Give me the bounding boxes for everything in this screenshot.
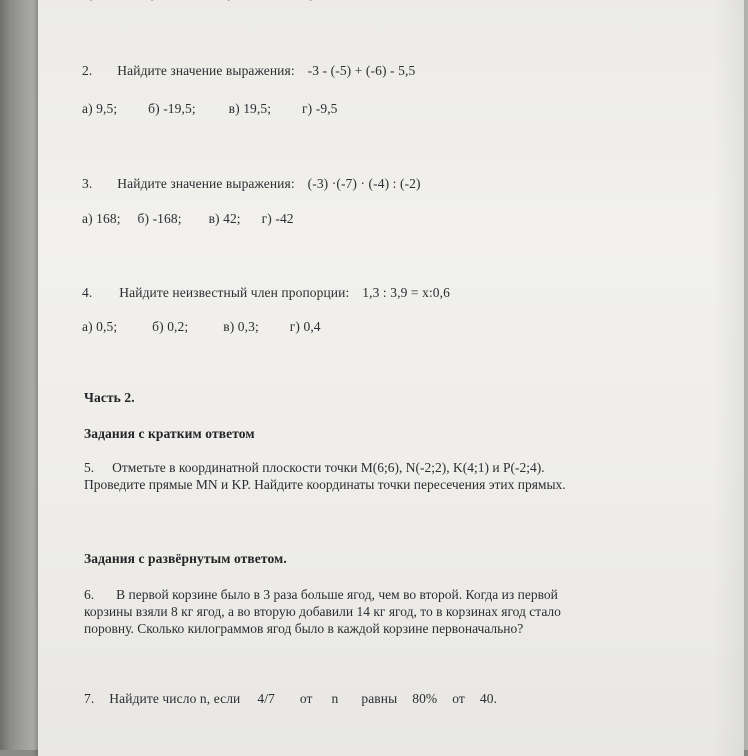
q6-number: 6. — [84, 587, 95, 602]
q6-line-1 — [84, 586, 561, 603]
q7-text: Найдите число n, если — [109, 691, 241, 706]
q4-question — [82, 285, 450, 301]
q2-expression: -3 - (-5) + (-6) - 5,5 — [307, 63, 416, 78]
q7-equal: равны — [361, 691, 398, 706]
q1-option-c — [221, 0, 253, 1]
q7-n: n — [331, 691, 339, 706]
q3-option-b: б) -168; — [137, 211, 182, 226]
q3-option-c: в) 42; — [208, 211, 241, 226]
q1-option-a — [84, 0, 115, 1]
q3-expression: (-3) ·(-7) · (-4) : (-2) — [307, 176, 421, 191]
q5-number: 5. — [84, 460, 95, 475]
q2-question — [82, 63, 415, 79]
q7-percent: 80% — [412, 691, 438, 706]
q6-line-3: поровну. Сколько килограммов ягод было в каждой корзине первоначально? — [84, 621, 524, 636]
q5-line-2: Проведите прямые MN и KP. Найдите координаты точки пересечения этих прямых. — [84, 477, 566, 492]
q5-line-1 — [84, 459, 566, 476]
worksheet-page — [38, 0, 744, 756]
q1-option-b — [144, 0, 176, 1]
q3-option-a: а) 168; — [82, 211, 121, 226]
q4-expression: 1,3 : 3,9 = х:0,6 — [362, 285, 450, 300]
q7-of-2: от — [452, 691, 465, 706]
q3-number: 3. — [82, 176, 93, 191]
q2-option-d: г) -9,5 — [302, 101, 338, 116]
q2-number: 2. — [82, 63, 93, 78]
q3-question — [82, 176, 421, 192]
part2-title: Часть 2. — [84, 390, 135, 405]
q5-text-1: Отметьте в координатной плоскости точки М(6;6), N(-2;2), K(4;1) и P(-2;4). — [112, 460, 545, 475]
q1-option-d — [304, 0, 335, 1]
q3-text: Найдите значение выражения: — [117, 176, 295, 191]
q3-options — [82, 211, 294, 227]
q7-question — [84, 691, 497, 707]
q7-number: 7. — [84, 691, 95, 706]
q6-question — [84, 586, 561, 637]
q4-option-b: б) 0,2; — [152, 319, 189, 334]
q6-text-1: В первой корзине было в 3 раза больше ягод, чем во второй. Когда из первой — [116, 587, 558, 602]
q7-of: от — [299, 691, 313, 706]
q4-options — [82, 319, 321, 335]
q2-options — [82, 101, 338, 117]
q4-option-a: а) 0,5; — [82, 319, 118, 334]
q3-option-d: г) -42 — [261, 211, 294, 226]
q4-number: 4. — [82, 285, 93, 300]
q4-option-d: г) 0,4 — [289, 319, 321, 334]
q4-text: Найдите неизвестный член пропорции: — [119, 285, 350, 300]
short-answer-heading: Задания с кратким ответом — [84, 426, 255, 441]
q1-options-fragment — [84, 0, 335, 2]
q6-line-2: корзины взяли 8 кг ягод, а во вторую добавили 14 кг ягод, то в корзинах ягод стало — [84, 604, 561, 619]
q5-question — [84, 459, 566, 493]
q2-option-b: б) -19,5; — [148, 101, 196, 116]
q7-fraction: 4/7 — [257, 691, 275, 706]
q2-option-c: в) 19,5; — [228, 101, 272, 116]
q4-option-c: в) 0,3; — [223, 319, 259, 334]
q2-text: Найдите значение выражения: — [117, 63, 295, 78]
q7-number-40: 40. — [479, 691, 498, 706]
q2-option-a: а) 9,5; — [82, 101, 118, 116]
long-answer-heading: Задания с развёрнутым ответом. — [84, 551, 287, 566]
